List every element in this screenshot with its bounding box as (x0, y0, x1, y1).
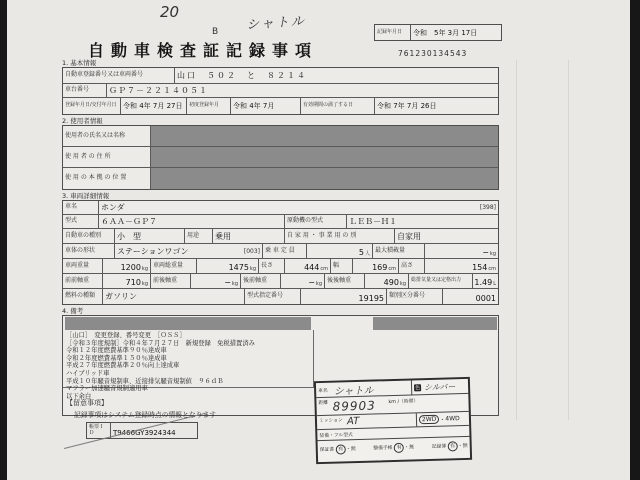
user-address-redacted (151, 147, 498, 167)
user-address-label: 使 用 者 の 住 所 (65, 152, 111, 160)
stamp-b: B (212, 27, 219, 37)
document-number: 761230134543 (398, 49, 468, 58)
handwritten-model-name: シャトル (245, 13, 307, 34)
type-designation-value: 19195 (301, 289, 387, 304)
height-value: 154 cm (472, 263, 496, 272)
sticker-distance-unit: km /（時間） (388, 399, 419, 406)
front-rear-axle-label: 前後軸重 (153, 276, 178, 284)
row-car-name (63, 201, 498, 215)
model-label: 型式 (65, 217, 78, 225)
registration-date-label: 登録年月日/交付年月日 (65, 102, 117, 109)
front-front-axle-value: 710 kg (103, 274, 151, 288)
remarks-redacted-right (373, 317, 497, 330)
handwritten-number: 20 (160, 3, 180, 21)
car-name-label: 車名 (65, 203, 78, 211)
sticker-maintenance-book-group: 整備手帳 有 ・無 (373, 443, 415, 452)
capacity-value: 5 人 (307, 244, 373, 258)
section1-heading: 1. 基本情報 (62, 58, 499, 68)
registration-date-value: 令和 4年 7月 27日 (121, 98, 187, 114)
sticker-distance-label: 距離 (318, 400, 329, 407)
section2-heading: 2. 使用者情報 (62, 116, 499, 126)
remark-line: 平成２７年度燃費基準２０％向上達成車 (66, 362, 180, 370)
rear-front-axle-label: 後前軸重 (243, 276, 268, 284)
section3-heading: 3. 車両詳細情報 (62, 191, 499, 201)
body-shape-code: [003] (243, 247, 260, 255)
scan-edge-left (0, 0, 7, 480)
displacement-value: 1.49 L (474, 278, 496, 287)
rear-rear-axle-label: 後後軸重 (327, 276, 352, 284)
first-registration-value: 令和 4年 7月 (231, 98, 301, 114)
max-load-value: − kg (482, 248, 496, 257)
remark-line: ［令和３年度規制］令和４年７月２７日 新規登録 免税措置済み (66, 339, 255, 347)
row-user-address (63, 147, 498, 168)
registration-number-label: 自動車登録番号又は車両番号 (65, 71, 144, 79)
displacement-label: 総排気量又は定格出力 (411, 277, 462, 284)
first-registration-label: 初度登録年月 (189, 102, 220, 109)
remark-line: 平成１０年騒音規制車、近接排気騒音規制値 ９６ｄＢ (66, 377, 224, 385)
max-load-label: 最大積載量 (375, 246, 406, 254)
engine-model-label: 原動機の型式 (287, 217, 324, 225)
vehicle-weight-value: 1200 kg (103, 259, 151, 273)
remark-line: マフラー加速騒音規制適用車 (66, 385, 148, 393)
row-registration-dates (63, 98, 498, 114)
sticker-transmission-label: ミッション (318, 418, 343, 425)
rear-rear-axle-value: 490 kg (365, 274, 409, 288)
row-weights-dimensions (63, 259, 498, 274)
notice-text: 記録事項はシステム登録時点の情報となります (74, 411, 217, 419)
row-fuel-typeno (63, 289, 498, 304)
sticker-car-name-label: 車名 (318, 388, 328, 394)
vehicle-weight-label: 車両重量 (65, 261, 90, 269)
record-date-box (374, 24, 502, 41)
gross-weight-label: 車両総重量 (153, 261, 184, 269)
sticker-color-label: 色 (415, 384, 421, 391)
classification-label: 類別区分番号 (389, 292, 426, 300)
record-date-value: 令和 5年 3月 17日 (413, 28, 478, 37)
engine-model-value: ＬＥＢ－Ｈ１ (349, 217, 397, 226)
sticker-drive-2wd: 2WD (419, 415, 440, 425)
remark-line: 令和１２年度燃費基準９０％達成車 (66, 347, 167, 355)
car-name-value: ホンダ [398] (101, 203, 496, 212)
scan-edge-right (630, 0, 640, 480)
use-label: 用途 (187, 231, 200, 239)
dealer-check-sticker (314, 377, 472, 464)
row-model (63, 215, 498, 229)
expiry-date-value: 令和 7年 7月 26日 (377, 102, 437, 110)
fuel-type-label: 燃料の種類 (65, 292, 96, 300)
classification-value: 0001 (475, 294, 496, 303)
notice-heading: 【留意事項】 (66, 399, 108, 407)
basic-info-table (62, 68, 499, 115)
row-kind-use (63, 229, 498, 244)
vehicle-kind-label: 自動車の種別 (65, 231, 102, 239)
row-base-location (63, 168, 498, 189)
sticker-equipment-label: 装備・フル型式 (319, 432, 353, 439)
row-axle-weights (63, 274, 498, 289)
model-value: ６ＡＡ－ＧＰ７ (99, 215, 285, 228)
remark-line: 令和２年度燃費基準１５０％達成車 (66, 354, 167, 362)
row-user-name (63, 126, 498, 147)
sticker-drive-separator: ・ (439, 416, 446, 424)
remarks-text-area (63, 330, 314, 400)
use-value: 乗用 (213, 229, 285, 243)
user-info-table (62, 126, 499, 190)
front-rear-axle-value: − kg (191, 274, 241, 288)
vehicle-detail-table (62, 201, 499, 305)
chassis-number-label: 車台番号 (65, 86, 90, 94)
type-designation-label: 型式指定番号 (247, 292, 284, 300)
body-shape-value: ステーションワゴン [003] (115, 244, 263, 258)
vehicle-kind-value: 小 型 (115, 229, 185, 243)
record-date-label: 記録年月日 (377, 28, 403, 35)
form-id-value: T9466GY3924344 (113, 429, 176, 437)
base-location-redacted (151, 168, 498, 189)
form-id-label: 帳票ＩＤ (89, 424, 105, 436)
sticker-color-value: シルバー (423, 381, 456, 392)
capacity-label: 乗 車 定 員 (265, 246, 295, 254)
expiry-date-label: 有効期間の満了する日 (303, 102, 354, 109)
circled-yes: 有 (448, 441, 458, 451)
document-body (62, 58, 499, 416)
remark-line: ハイブリッド車 (66, 369, 110, 377)
width-label: 幅 (333, 261, 340, 269)
user-name-label: 使用者の氏名又は名称 (65, 131, 126, 139)
sticker-drive-4wd: 4WD (445, 415, 460, 423)
fuel-type-value: ガソリン (103, 289, 245, 304)
front-front-axle-label: 前前軸重 (65, 276, 90, 284)
length-value: 444 cm (285, 259, 331, 273)
sticker-distance-value: 89903 (332, 397, 376, 414)
scan-artifact-line (568, 60, 569, 420)
circled-yes: 有 (394, 442, 404, 452)
sticker-transmission-value: AT (346, 415, 360, 428)
chassis-number-value: ＧＰ７－２２１４０５１ (109, 86, 208, 95)
rear-front-axle-value: − kg (281, 274, 325, 288)
base-location-label: 使 用 の 本 拠 の 位 置 (65, 174, 127, 182)
scan-artifact-line (516, 60, 517, 420)
remark-line: ［山口］ 変更登録、番号変更 ［ＯＳＳ］ (66, 332, 186, 339)
row-chassis-number (63, 84, 498, 98)
user-name-redacted (151, 126, 498, 146)
bracket-code: [398] (479, 204, 496, 211)
registration-number-value: 山口 ５０２ と ８２１４ (177, 71, 307, 80)
form-id-box (86, 422, 198, 439)
width-value: 169 cm (353, 259, 399, 273)
sticker-warranty-group: 保証書 有 ・無 (319, 445, 356, 453)
row-registration-number (63, 68, 498, 84)
remark-line: 以下余白 (66, 392, 92, 400)
remarks-redacted-left (65, 317, 311, 330)
page-title: 自動車検査証記録事項 (88, 41, 319, 60)
circled-yes: 有 (336, 444, 346, 454)
sticker-car-name-value: シャトル (333, 385, 374, 398)
private-business-value: 自家用 (397, 231, 421, 241)
sticker-record-book-group: 記録簿 有 ・無 (431, 442, 468, 450)
length-label: 長さ (261, 261, 274, 269)
body-shape-label: 車体の形状 (65, 246, 96, 254)
height-label: 高さ (401, 261, 414, 269)
private-business-label: 自 家 用 ・ 事 業 用 の 別 (287, 231, 357, 239)
section4-heading: 4. 備考 (62, 306, 499, 316)
row-body-capacity (63, 244, 498, 259)
gross-weight-value: 1475 kg (197, 259, 259, 273)
